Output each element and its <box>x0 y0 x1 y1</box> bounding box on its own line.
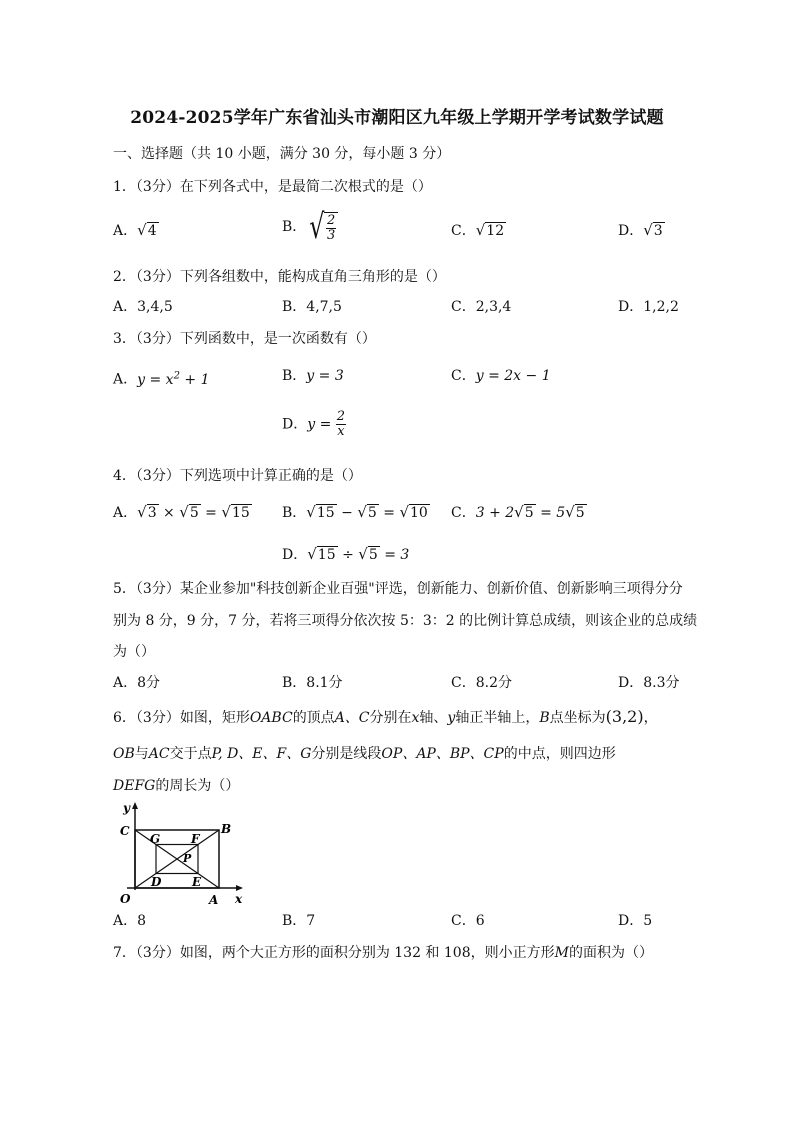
option-label: D． <box>282 547 308 563</box>
q2-option-a: A．3,4,5 <box>113 299 173 315</box>
option-label: D． <box>618 223 644 239</box>
option-label: A． <box>113 223 138 239</box>
q3-option-d: D．y = $\frac{2}{x}$ <box>282 409 346 439</box>
label-a: A <box>209 893 219 907</box>
q6-option-b: B．7 <box>282 913 316 929</box>
q1-option-a: A．√4 <box>113 221 157 239</box>
question-7-stem: 7．（3分）如图，两个大正方形的面积分别为 132 和 108，则小正方形M的面积为（） <box>113 945 653 961</box>
q6-option-c: C．6 <box>451 913 485 929</box>
option-label: D． <box>282 416 308 433</box>
q5-option-c: C．8.2分 <box>451 675 512 691</box>
question-3-stem: 3．（3分）下列函数中，是一次函数有（） <box>113 331 376 347</box>
q5-option-b: B．8.1分 <box>282 675 343 691</box>
question-6-line-2: OB与AC交于点P, D、E、F、G分别是线段OP、AP、BP、CP的中点，则四边形 <box>113 746 616 762</box>
question-5-line-2: 别为 8 分，9 分，7 分，若将三项得分依次按 5：3：2 的比例计算总成绩，则该企业的总成绩 <box>113 613 698 629</box>
question-5-line-3: 为（） <box>113 644 155 660</box>
rectangle-diagram <box>113 800 248 910</box>
option-label: C． <box>451 505 476 521</box>
q5-option-a: A．8分 <box>113 675 161 691</box>
q6-option-a: A．8 <box>113 913 147 929</box>
label-o: O <box>120 892 131 906</box>
q2-option-d: D．1,2,2 <box>618 299 679 315</box>
y-axis-arrow <box>132 802 138 809</box>
label-g: G <box>150 832 161 846</box>
label-d: D <box>151 875 162 889</box>
option-label: C． <box>451 368 476 384</box>
fraction-numerator: 2 <box>326 212 336 228</box>
radicand: 12 <box>486 223 505 239</box>
x-axis-arrow <box>236 885 243 891</box>
q5-option-d: D．8.3分 <box>618 675 680 691</box>
q4-option-a: A．√3 × √5 = √15 <box>113 503 250 521</box>
question-1-stem: 1．（3分）在下列各式中，是最简二次根式的是（） <box>113 179 432 195</box>
option-label: A． <box>113 505 138 521</box>
label-c: C <box>120 824 130 838</box>
option-label: A． <box>113 371 138 388</box>
label-f: F <box>191 832 200 846</box>
question-4-stem: 4．（3分）下列选项中计算正确的是（） <box>113 468 362 484</box>
label-p: P <box>183 852 192 865</box>
q4-option-b: B．√15 − √5 = √10 <box>282 503 428 521</box>
fraction-numerator: 2 <box>336 409 346 424</box>
option-label: B． <box>282 368 307 384</box>
question-6-line-3: DEFG的周长为（） <box>113 778 240 794</box>
section-heading: 一、选择题（共 10 小题，满分 30 分，每小题 3 分） <box>113 146 451 162</box>
question-5-line-1: 5．（3分）某企业参加"科技创新企业百强"评选，创新能力、创新价值、创新影响三项得分分 <box>113 581 683 597</box>
option-label: C． <box>451 223 476 239</box>
label-e: E <box>192 875 202 889</box>
q4-option-d: D．√15 ÷ √5 = 3 <box>282 545 410 563</box>
radicand: 3 <box>653 223 663 239</box>
q3-option-b: B．y = 3 <box>282 368 344 384</box>
option-label: B． <box>282 505 307 521</box>
q6-option-d: D．5 <box>618 913 653 929</box>
q3-option-c: C．y = 2x − 1 <box>451 368 551 384</box>
radicand: 4 <box>147 223 157 239</box>
q2-option-b: B．4,7,5 <box>282 299 342 315</box>
q1-option-b: B． √ $\frac{2}{3}$ <box>282 210 338 244</box>
fraction-denominator: 3 <box>326 227 336 243</box>
page-title: 2024-2025学年广东省汕头市潮阳区九年级上学期开学考试数学试题 <box>130 108 664 128</box>
label-x: x <box>235 892 243 906</box>
label-y: y <box>123 801 130 815</box>
q4-option-c: C．3 + 2√5 = 5√5 <box>451 503 585 521</box>
q3-option-a: A．$y = x^2 + 1$ <box>113 370 210 388</box>
question-6-line-1: 6．（3分）如图，矩形OABC的顶点A、C分别在x轴、y轴正半轴上，B点坐标为(3,2)， <box>113 707 658 726</box>
label-b: B <box>221 822 232 836</box>
option-label: B． <box>282 219 307 235</box>
fraction-denominator: x <box>337 424 345 439</box>
q1-option-c: C．√12 <box>451 221 505 239</box>
q1-option-d: D．√3 <box>618 221 663 239</box>
question-2-stem: 2．（3分）下列各组数中，能构成直角三角形的是（） <box>113 269 446 285</box>
q2-option-c: C．2,3,4 <box>451 299 512 315</box>
